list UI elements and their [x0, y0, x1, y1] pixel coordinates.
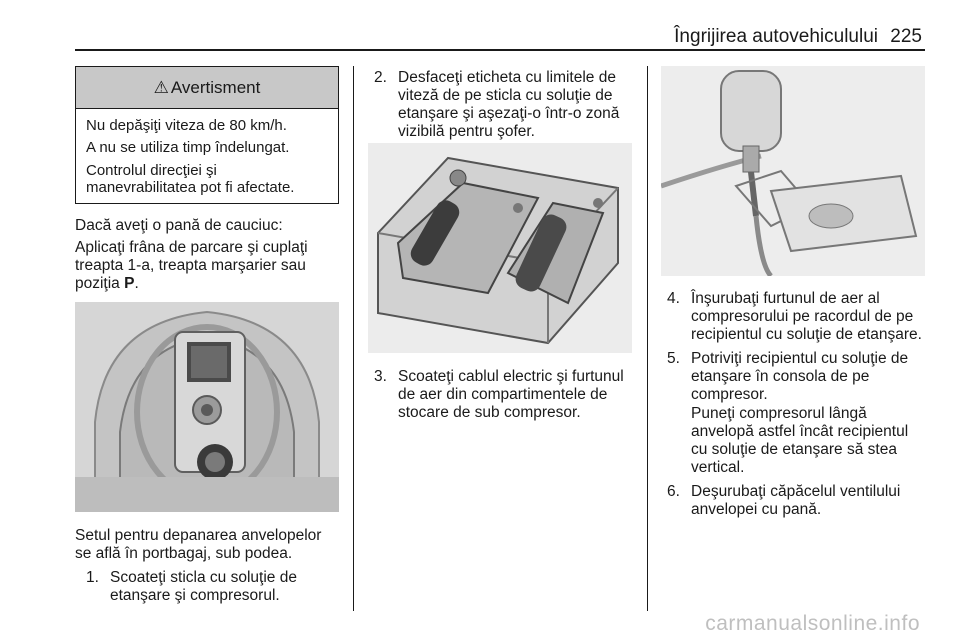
warning-triangle-icon: ⚠ [153, 77, 169, 97]
step-line: anvelopă astfel încât recipientul [691, 423, 909, 440]
header-rule [75, 49, 925, 51]
step-number: 3. [374, 368, 387, 385]
watermark: carmanualsonline.info [705, 612, 920, 635]
warning-line: Nu depăşiţi viteza de 80 km/h. [86, 117, 287, 134]
sealant-bottle-illustration [661, 66, 925, 276]
column-divider-2 [647, 66, 648, 611]
warning-line: Controlul direcţiei şi [86, 162, 217, 179]
step-line: viteză de pe sticla cu soluţie de [398, 87, 613, 104]
step-line: Puneţi compresorul lângă [691, 405, 867, 422]
compressor-compartment-illustration [368, 143, 632, 353]
step-number: 6. [667, 483, 680, 500]
step-2 [374, 68, 639, 148]
step-line: Înşurubaţi furtunul de aer al [691, 290, 880, 307]
step-line: Desfaceţi eticheta cu limitele de [398, 69, 616, 86]
step-number: 2. [374, 69, 387, 86]
step-line: Deşurubaţi căpăcelul ventilului [691, 483, 901, 500]
step-line: Potriviţi recipientul cu soluţie de [691, 350, 909, 367]
step-line: cu soluţie de etanşare să stea [691, 441, 897, 458]
step-line: Scoateţi cablul electric şi furtunul [398, 368, 624, 385]
step-line: vertical. [691, 459, 745, 476]
step-line: compresor. [691, 386, 768, 403]
intro-text: Dacă aveţi o pană de cauciuc: [75, 217, 283, 234]
action-line-text: poziţia [75, 275, 125, 292]
step-4 [667, 289, 932, 349]
step-number: 5. [667, 350, 680, 367]
action-line-last [75, 274, 139, 293]
action-line: Aplicaţi frâna de parcare şi cuplaţi [75, 239, 308, 256]
step-line: etanşare în consola de pe [691, 368, 870, 385]
warning-title: Avertisment [170, 77, 261, 97]
step-line: Scoateţi sticla cu soluţie de [110, 569, 297, 586]
step-line: vizibilă pentru şofer. [398, 123, 535, 140]
caption-line: se află în portbagaj, sub podea. [75, 545, 293, 562]
page-header-title: Îngrijirea autovehiculului [674, 26, 878, 47]
step-line: stocare de sub compresor. [398, 404, 581, 421]
warning-box [75, 66, 339, 204]
step-line: etanşare şi compresorul. [110, 587, 280, 604]
step-number: 1. [86, 569, 99, 586]
page-number: 225 [890, 26, 922, 47]
step-3 [374, 367, 639, 427]
step-line: anvelopei cu pană. [691, 501, 822, 518]
column-divider-1 [353, 66, 354, 611]
trunk-kit-illustration [75, 302, 339, 512]
step-1 [86, 568, 346, 608]
step-6 [667, 482, 932, 522]
step-line: recipientul cu soluţie de etanşare. [691, 326, 922, 343]
step-line: de aer din compartimentele de [398, 386, 608, 403]
warning-header [76, 67, 338, 109]
gear-position-label: P [124, 275, 135, 292]
step-line: compresorului pe racordul de pe [691, 308, 914, 325]
action-end: . [134, 275, 139, 292]
step-5 [667, 349, 932, 479]
warning-line: manevrabilitatea pot fi afectate. [86, 179, 295, 196]
action-line: treapta 1-a, treapta marşarier sau [75, 257, 306, 274]
step-number: 4. [667, 290, 680, 307]
warning-line: A nu se utiliza timp îndelungat. [86, 139, 290, 156]
step-line: etanşare şi aşezaţi-o într-o zonă [398, 105, 620, 122]
caption-line: Setul pentru depanarea anvelopelor [75, 527, 322, 544]
